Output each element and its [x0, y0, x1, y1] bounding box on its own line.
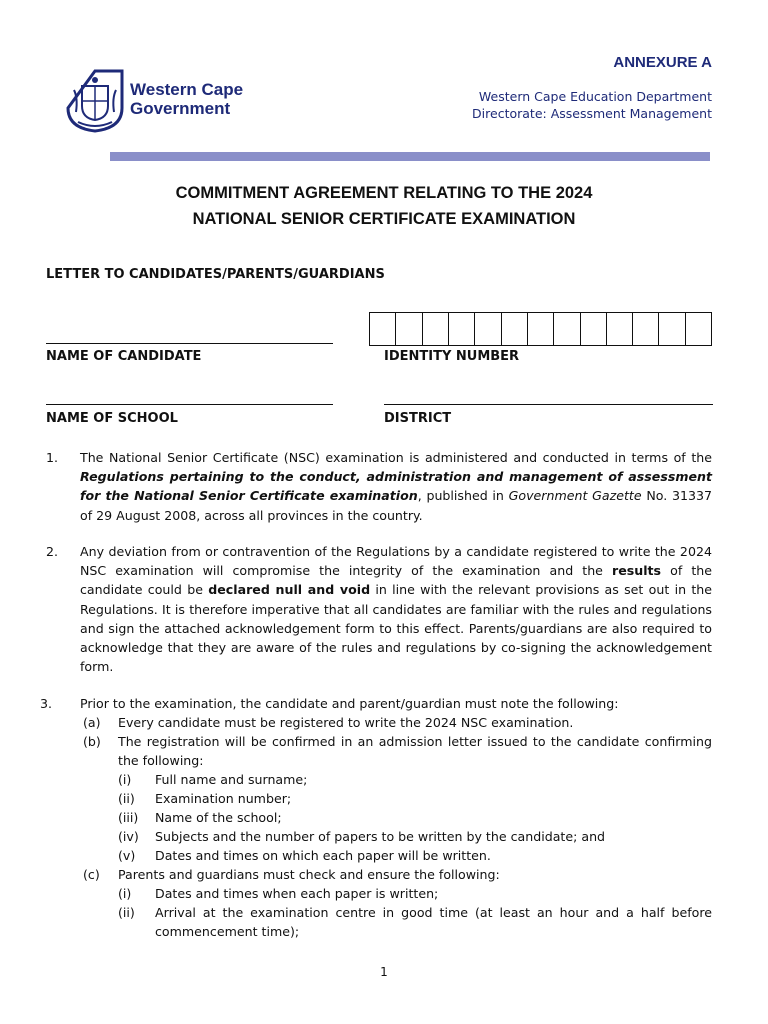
para-1-text-a: The National Senior Certificate (NSC) examination is administered and conducted in terms of the — [80, 450, 712, 465]
results-bold: results — [612, 563, 662, 579]
id-digit-box[interactable] — [475, 313, 501, 345]
directorate-name: Directorate: Assessment Management — [472, 106, 712, 121]
item-b-i-label: (i) — [118, 772, 132, 787]
department-name: Western Cape Education Department — [478, 89, 712, 104]
id-digit-box[interactable] — [502, 313, 528, 345]
page-number: 1 — [380, 965, 388, 979]
logo-wordmark — [130, 80, 243, 118]
para-2-text-b: of the candidate could be — [80, 563, 712, 598]
para-1-text-c: No. 31337 of 29 August 2008, across all provinces in the country. — [80, 488, 713, 523]
department-block — [472, 88, 712, 122]
para-3-number: 3. — [40, 696, 53, 711]
item-b-iii-label: (iii) — [118, 810, 139, 825]
item-b-iv-label: (iv) — [118, 829, 139, 844]
regulations-title: Regulations pertaining to the conduct, administration and management of assessment for the National Senior Certificate examination — [80, 469, 712, 504]
document-title — [0, 180, 768, 232]
item-c-label: (c) — [83, 867, 100, 882]
gazette-name: Government Gazette — [508, 488, 642, 504]
identity-number-label: IDENTITY NUMBER — [384, 349, 520, 364]
title-line-1: COMMITMENT AGREEMENT RELATING TO THE 2024 — [175, 184, 593, 202]
para-2 — [80, 542, 712, 676]
logo-line-1: Western Cape — [130, 80, 244, 99]
item-b-ii-label: (ii) — [118, 791, 135, 806]
school-name-label: NAME OF SCHOOL — [46, 411, 178, 426]
item-b-label: (b) — [83, 734, 101, 749]
item-b-v-text: Dates and times on which each paper will be written. — [155, 848, 491, 863]
item-b-v-label: (v) — [118, 848, 136, 863]
item-b-iv-text: Subjects and the number of papers to be written by the candidate; and — [155, 829, 606, 844]
item-c-ii-text: Arrival at the examination centre in good time (at least an hour and a half before commencement time); — [155, 905, 712, 940]
para-1-text-b: , published in — [417, 488, 509, 504]
id-digit-box[interactable] — [607, 313, 633, 345]
para-1-number: 1. — [46, 450, 59, 465]
letter-heading: LETTER TO CANDIDATES/PARENTS/GUARDIANS — [46, 267, 385, 282]
item-a-label: (a) — [83, 715, 101, 730]
id-digit-box[interactable] — [396, 313, 422, 345]
id-digit-box[interactable] — [581, 313, 607, 345]
annexure-label: ANNEXURE A — [613, 54, 712, 71]
candidate-name-label: NAME OF CANDIDATE — [46, 349, 202, 364]
item-c-i-text: Dates and times when each paper is written; — [155, 886, 439, 901]
para-2-number: 2. — [46, 544, 59, 559]
district-line[interactable] — [384, 404, 713, 405]
item-b-ii-text: Examination number; — [155, 791, 292, 806]
id-digit-box[interactable] — [423, 313, 449, 345]
identity-number-boxes[interactable] — [369, 312, 712, 346]
id-digit-box[interactable] — [659, 313, 685, 345]
para-1 — [80, 448, 712, 525]
item-b-iii-text: Name of the school; — [155, 810, 282, 825]
logo-line-2: Government — [130, 99, 231, 118]
para-2-text-a: Any deviation from or contravention of the Regulations by a candidate registered to write the 2024 NSC examination will compromise the integrity of the examination and the — [80, 544, 712, 579]
para-2-text-c: in line with the relevant provisions as set out in the Regulations. It is therefore imperative that all candidates are familiar with the rules and regulations and sign the attached acknowledgement form to this effect. Parents/guardians are also required to acknowledge that they are aware of the rules and regulations by co-signing the acknowledgement form. — [80, 582, 713, 675]
title-line-2: NATIONAL SENIOR CERTIFICATE EXAMINATION — [192, 210, 576, 228]
candidate-name-line[interactable] — [46, 343, 333, 344]
district-label: DISTRICT — [384, 411, 452, 426]
id-digit-box[interactable] — [633, 313, 659, 345]
id-digit-box[interactable] — [686, 313, 711, 345]
item-c-ii-label: (ii) — [118, 905, 135, 920]
id-digit-box[interactable] — [528, 313, 554, 345]
school-name-line[interactable] — [46, 404, 333, 405]
para-3-intro: Prior to the examination, the candidate and parent/guardian must note the following: — [80, 696, 619, 711]
item-a-text: Every candidate must be registered to write the 2024 NSC examination. — [118, 715, 574, 730]
null-void-bold: declared null and void — [208, 582, 371, 598]
western-cape-crest-logo — [64, 68, 126, 134]
id-digit-box[interactable] — [554, 313, 580, 345]
item-c-i-label: (i) — [118, 886, 132, 901]
item-b-i-text: Full name and surname; — [155, 772, 308, 787]
item-c-text: Parents and guardians must check and ensure the following: — [118, 867, 500, 882]
header-divider-bar — [110, 152, 710, 161]
id-digit-box[interactable] — [370, 313, 396, 345]
item-b-text: The registration will be confirmed in an admission letter issued to the candidate confirming the following: — [118, 734, 712, 769]
id-digit-box[interactable] — [449, 313, 475, 345]
